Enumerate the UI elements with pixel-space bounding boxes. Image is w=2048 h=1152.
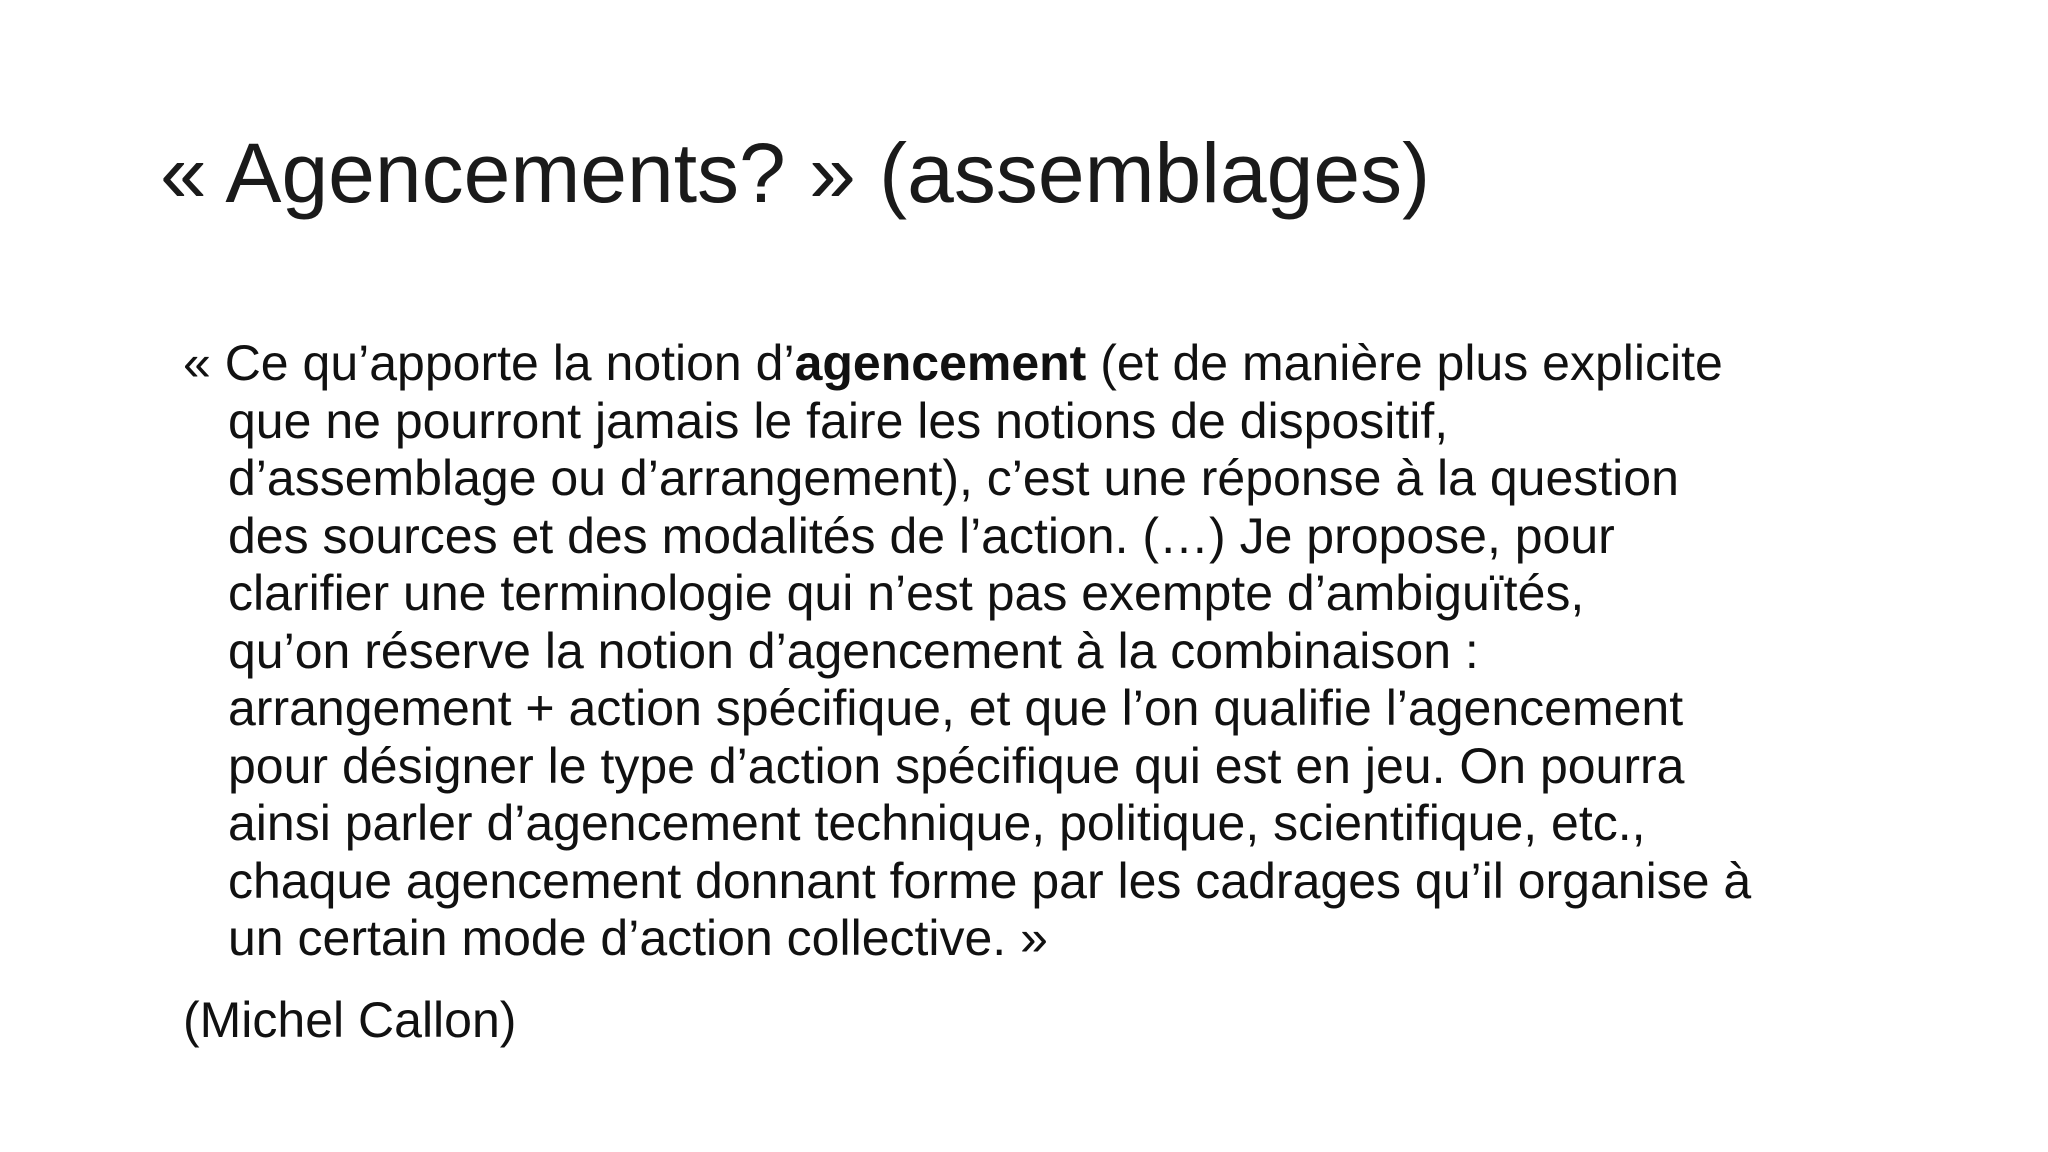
quote-line-1 bbox=[183, 335, 1903, 393]
quote-text-start: « Ce qu’apporte la notion d’ bbox=[183, 335, 795, 391]
quote-bold-term: agencement bbox=[794, 335, 1087, 391]
quote-line: qu’on réserve la notion d’agencement à la combinaison : bbox=[228, 622, 1479, 679]
quote-line: un certain mode d’action collective. » bbox=[228, 910, 1048, 966]
quote-block bbox=[183, 335, 1903, 968]
quote-line: que ne pourront jamais le faire les notions de dispositif, bbox=[228, 392, 1449, 449]
quote-attribution: (Michel Callon) bbox=[183, 992, 517, 1048]
quote-line: arrangement + action spécifique, et que l’on qualifie l’agencement bbox=[228, 680, 1684, 736]
slide-title: « Agencements? » (assemblages) bbox=[160, 126, 1431, 220]
quote-line: chaque agencement donnant forme par les cadrages qu’il organise à bbox=[228, 852, 1752, 909]
quote-text-continuation: (et de manière plus explicite bbox=[1086, 335, 1723, 391]
quote-line: des sources et des modalités de l’action. (…) Je propose, pour bbox=[228, 507, 1615, 564]
quote-line: d’assemblage ou d’arrangement), c’est une réponse à la question bbox=[228, 450, 1679, 506]
quote-line: pour désigner le type d’action spécifique qui est en jeu. On pourra bbox=[228, 737, 1685, 794]
quote-line: ainsi parler d’agencement technique, politique, scientifique, etc., bbox=[228, 795, 1646, 851]
quote-line: clarifier une terminologie qui n’est pas exempte d’ambiguïtés, bbox=[228, 565, 1585, 621]
